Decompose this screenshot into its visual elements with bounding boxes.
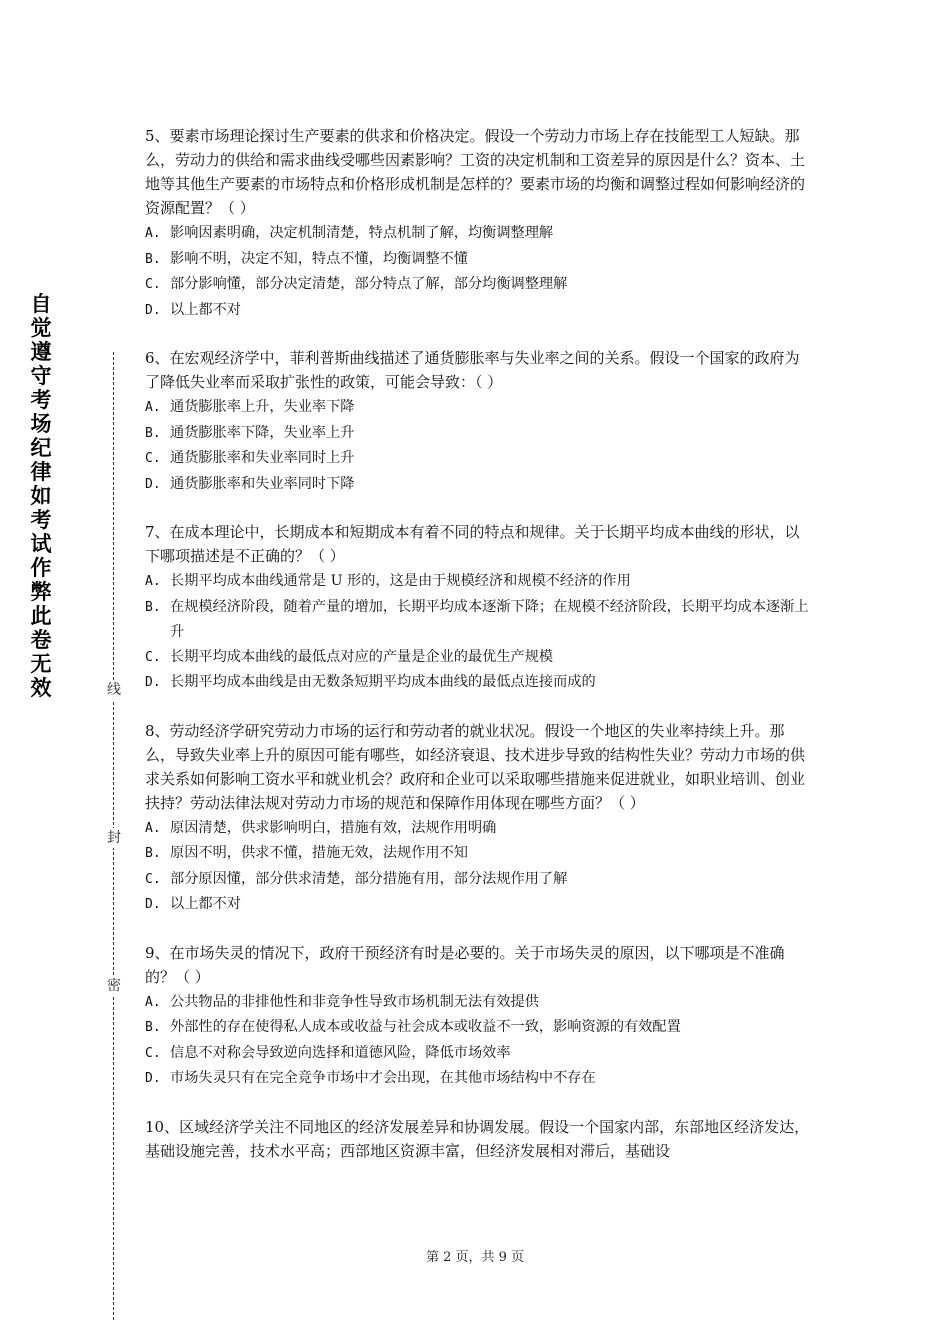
option-text: 长期平均成本曲线是由无数条短期平均成本曲线的最低点连接而成的: [170, 674, 596, 690]
option-c[interactable]: [145, 1041, 810, 1067]
option-a[interactable]: [145, 816, 810, 842]
option-letter: D.: [145, 1071, 161, 1086]
question-stem: 5、要素市场理论探讨生产要素的供求和价格决定。假设一个劳动力市场上存在技能型工人短缺。那么，劳动力的供给和需求曲线受哪些因素影响？工资的决定机制和工资差异的原因是什么？资本、土地等其他生产要素的市场特点和价格形成机制是怎样的？要素市场的均衡和调整过程如何影响经济的资源配置？（ ）: [145, 127, 806, 217]
option-text: 外部性的存在使得私人成本或收益与社会成本或收益不一致，影响资源的有效配置: [170, 1019, 681, 1035]
option-text: 市场失灵只有在完全竞争市场中才会出现，在其他市场结构中不存在: [170, 1070, 596, 1086]
option-b[interactable]: [145, 595, 810, 645]
option-c[interactable]: [145, 645, 810, 671]
option-letter: A.: [145, 574, 161, 589]
option-letter: B.: [145, 599, 161, 615]
option-letter: D.: [145, 476, 161, 492]
side-exam-notice: 自觉遵守考场纪律如考试作弊此卷无效: [30, 292, 52, 700]
option-text: 长期平均成本曲线的最低点对应的产量是企业的最优生产规模: [170, 648, 554, 665]
option-letter: B.: [145, 425, 161, 441]
option-text: 在规模经济阶段，随着产量的增加，长期平均成本逐渐下降；在规模不经济阶段，长期平均成本逐渐上升: [170, 598, 809, 640]
option-d[interactable]: [145, 892, 810, 918]
option-a[interactable]: [145, 221, 810, 247]
question-8: [145, 719, 810, 918]
seal-label-mi: 密: [107, 978, 121, 994]
option-text: 原因清楚，供求影响明白，措施有效，法规作用明确: [170, 819, 497, 836]
option-text: 公共物品的非排他性和非竞争性导致市场机制无法有效提供: [170, 993, 539, 1010]
question-stem: 9、在市场失灵的情况下，政府干预经济有时是必要的。关于市场失灵的原因，以下哪项是不准确的？（ ）: [145, 943, 785, 986]
question-5: [145, 124, 810, 323]
seal-label-feng: 封: [107, 830, 121, 846]
option-a[interactable]: [145, 395, 810, 421]
option-b[interactable]: [145, 247, 810, 273]
option-b[interactable]: [145, 421, 810, 447]
option-text: 通货膨胀率和失业率同时上升: [170, 450, 355, 466]
option-text: 影响因素明确，决定机制清楚，特点机制了解，均衡调整理解: [170, 225, 554, 241]
option-letter: B.: [145, 846, 161, 861]
option-letter: A.: [145, 226, 161, 241]
question-6: [145, 346, 810, 497]
option-letter: D.: [145, 897, 161, 912]
question-9: [145, 941, 810, 1092]
option-text: 部分原因懂，部分供求清楚，部分措施有用，部分法规作用了解: [170, 870, 568, 887]
option-letter: A.: [145, 400, 161, 415]
question-10: [145, 1115, 810, 1163]
option-letter: D.: [145, 675, 161, 690]
option-a[interactable]: [145, 569, 810, 595]
option-b[interactable]: [145, 841, 810, 867]
question-stem: 8、劳动经济学研究劳动力市场的运行和劳动者的就业状况。假设一个地区的失业率持续上升。那么，导致失业率上升的原因可能有哪些，如经济衰退、技术进步导致的结构性失业？劳动力市场的供求关系如何影响工资水平和就业机会？政府和企业可以采取哪些措施来促进就业，如职业培训、创业扶持？劳动法律法规对劳动力市场的规范和保障作用体现在哪些方面？（ ）: [145, 721, 806, 812]
option-letter: D.: [145, 302, 161, 318]
option-text: 以上都不对: [170, 896, 241, 912]
option-letter: B.: [145, 1020, 161, 1035]
option-text: 通货膨胀率上升，失业率下降: [170, 399, 355, 415]
page-number-footer: 第 2 页，共 9 页: [425, 1250, 525, 1265]
option-letter: C.: [145, 649, 161, 665]
option-d[interactable]: [145, 670, 810, 696]
option-d[interactable]: [145, 298, 810, 324]
option-letter: A.: [145, 994, 161, 1010]
option-text: 信息不对称会导致逆向选择和道德风险，降低市场效率: [170, 1044, 511, 1061]
option-d[interactable]: [145, 1066, 810, 1092]
option-text: 长期平均成本曲线通常是 U 形的，这是由于规模经济和规模不经济的作用: [170, 573, 631, 589]
option-c[interactable]: [145, 446, 810, 472]
seal-label-xian: 线: [107, 682, 121, 698]
option-d[interactable]: [145, 472, 810, 498]
question-list: [145, 124, 810, 1186]
option-letter: C.: [145, 277, 161, 292]
option-text: 通货膨胀率和失业率同时下降: [170, 475, 355, 492]
option-text: 部分影响懂，部分决定清楚，部分特点了解，部分均衡调整理解: [170, 276, 568, 292]
option-a[interactable]: [145, 990, 810, 1016]
option-letter: C.: [145, 451, 161, 466]
question-stem: 6、在宏观经济学中，菲利普斯曲线描述了通货膨胀率与失业率之间的关系。假设一个国家的政府为了降低失业率而采取扩张性的政策，可能会导致：（ ）: [145, 349, 800, 391]
option-text: 影响不明，决定不知，特点不懂，均衡调整不懂: [170, 250, 468, 267]
option-text: 通货膨胀率下降，失业率上升: [170, 424, 355, 441]
question-stem: 7、在成本理论中，长期成本和短期成本有着不同的特点和规律。关于长期平均成本曲线的形状，以下哪项描述是不正确的？（ ）: [145, 523, 800, 565]
option-c[interactable]: [145, 867, 810, 893]
option-b[interactable]: [145, 1015, 810, 1041]
option-letter: A.: [145, 820, 161, 836]
option-letter: C.: [145, 1045, 161, 1061]
option-text: 原因不明，供求不懂，措施无效，法规作用不知: [170, 845, 468, 861]
question-7: [145, 520, 810, 696]
option-text: 以上都不对: [170, 301, 241, 318]
option-c[interactable]: [145, 272, 810, 298]
option-letter: B.: [145, 251, 161, 267]
option-letter: C.: [145, 871, 161, 887]
question-stem: 10、区域经济学关注不同地区的经济发展差异和协调发展。假设一个国家内部，东部地区经济发达，基础设施完善，技术水平高；西部地区资源丰富，但经济发展相对滞后，基础设: [145, 1117, 810, 1160]
